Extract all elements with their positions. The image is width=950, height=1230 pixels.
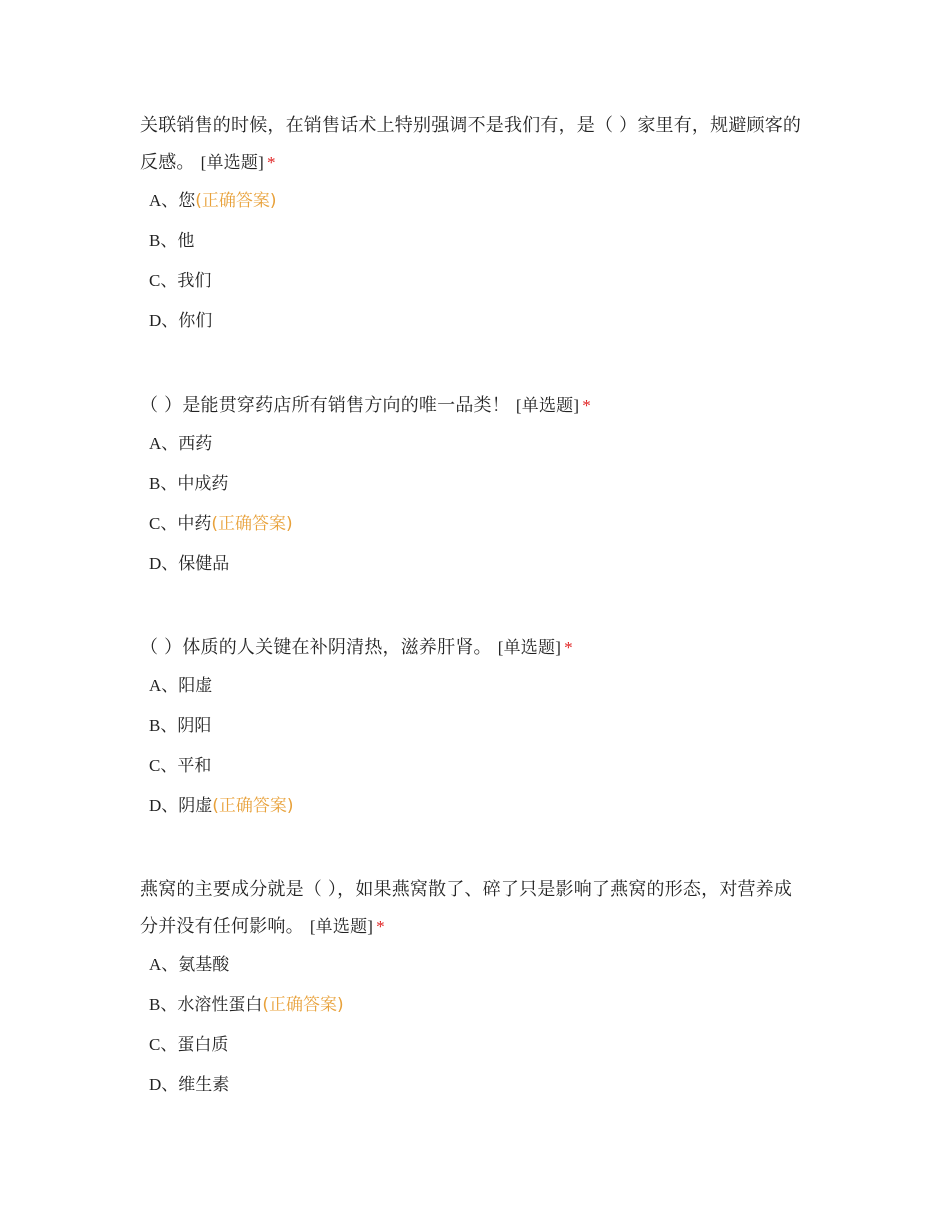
required-mark: * — [582, 396, 591, 415]
option-letter: A、 — [149, 191, 179, 210]
option-letter: D、 — [149, 311, 179, 330]
option-text: 氨基酸 — [178, 955, 230, 975]
question-text — [140, 629, 810, 666]
question-stem: 关联销售的时候，在销售话术上特别强调不是我们有，是（ ）家里有，规避顾客的反感。 — [140, 115, 802, 173]
required-mark: * — [376, 917, 385, 936]
option-letter: B、 — [149, 474, 178, 493]
option-c[interactable] — [149, 755, 810, 795]
question-text — [140, 871, 810, 945]
question-4 — [140, 871, 810, 1114]
question-text — [140, 387, 810, 424]
option-c[interactable] — [149, 513, 810, 553]
option-text: 你们 — [178, 311, 213, 331]
option-letter: A、 — [149, 676, 179, 695]
question-type: [单选题] — [515, 396, 580, 415]
option-list — [140, 675, 810, 835]
option-text: 蛋白质 — [177, 1035, 229, 1055]
option-a[interactable] — [149, 675, 810, 715]
option-a[interactable] — [149, 433, 810, 473]
option-text: 他 — [177, 231, 195, 251]
option-letter: A、 — [149, 434, 179, 453]
option-text: 阴虚 — [178, 796, 213, 816]
option-text: 维生素 — [178, 1075, 230, 1095]
option-b[interactable] — [149, 715, 810, 755]
option-b[interactable] — [149, 230, 810, 270]
correct-answer-tag: (正确答案) — [195, 191, 277, 211]
option-list — [140, 433, 810, 593]
option-b[interactable] — [149, 994, 810, 1034]
question-text — [140, 107, 810, 181]
question-type: [单选题] — [497, 638, 562, 657]
option-text: 水溶性蛋白 — [177, 995, 263, 1015]
option-text: 您 — [178, 191, 196, 211]
option-letter: C、 — [149, 756, 178, 775]
question-stem: （ ）体质的人关键在补阴清热，滋养肝肾。 — [140, 637, 492, 658]
option-d[interactable] — [149, 553, 810, 593]
correct-answer-tag: (正确答案) — [211, 514, 293, 534]
option-letter: B、 — [149, 995, 178, 1014]
option-letter: C、 — [149, 271, 178, 290]
question-3 — [140, 629, 810, 835]
option-letter: D、 — [149, 1075, 179, 1094]
correct-answer-tag: (正确答案) — [262, 995, 344, 1015]
option-text: 中成药 — [177, 474, 229, 494]
option-a[interactable] — [149, 954, 810, 994]
option-list — [140, 190, 810, 350]
question-stem: （ ）是能贯穿药店所有销售方向的唯一品类！ — [140, 395, 510, 416]
option-letter: D、 — [149, 796, 179, 815]
question-type: [单选题] — [200, 153, 264, 172]
correct-answer-tag: (正确答案) — [212, 796, 294, 816]
option-letter: B、 — [149, 231, 178, 250]
question-stem: 燕窝的主要成分就是（ ），如果燕窝散了、碎了只是影响了燕窝的形态，对营养成分并没有任何影响。 — [140, 879, 793, 937]
option-text: 中药 — [177, 514, 212, 534]
option-text: 平和 — [177, 756, 212, 776]
option-letter: C、 — [149, 514, 178, 533]
option-letter: D、 — [149, 554, 179, 573]
option-letter: C、 — [149, 1035, 178, 1054]
option-text: 保健品 — [178, 554, 230, 574]
option-d[interactable] — [149, 795, 810, 835]
question-2 — [140, 387, 810, 593]
option-letter: A、 — [149, 955, 179, 974]
option-c[interactable] — [149, 270, 810, 310]
option-text: 阴阳 — [177, 716, 212, 736]
option-text: 我们 — [177, 271, 212, 291]
option-a[interactable] — [149, 190, 810, 230]
option-d[interactable] — [149, 310, 810, 350]
question-type: [单选题] — [309, 917, 374, 936]
option-b[interactable] — [149, 473, 810, 513]
option-letter: B、 — [149, 716, 178, 735]
option-text: 西药 — [178, 434, 213, 454]
option-text: 阳虚 — [178, 676, 213, 696]
question-1 — [140, 107, 810, 350]
option-list — [140, 954, 810, 1114]
required-mark: * — [564, 638, 573, 657]
required-mark: * — [266, 153, 276, 172]
option-d[interactable] — [149, 1074, 810, 1114]
option-c[interactable] — [149, 1034, 810, 1074]
